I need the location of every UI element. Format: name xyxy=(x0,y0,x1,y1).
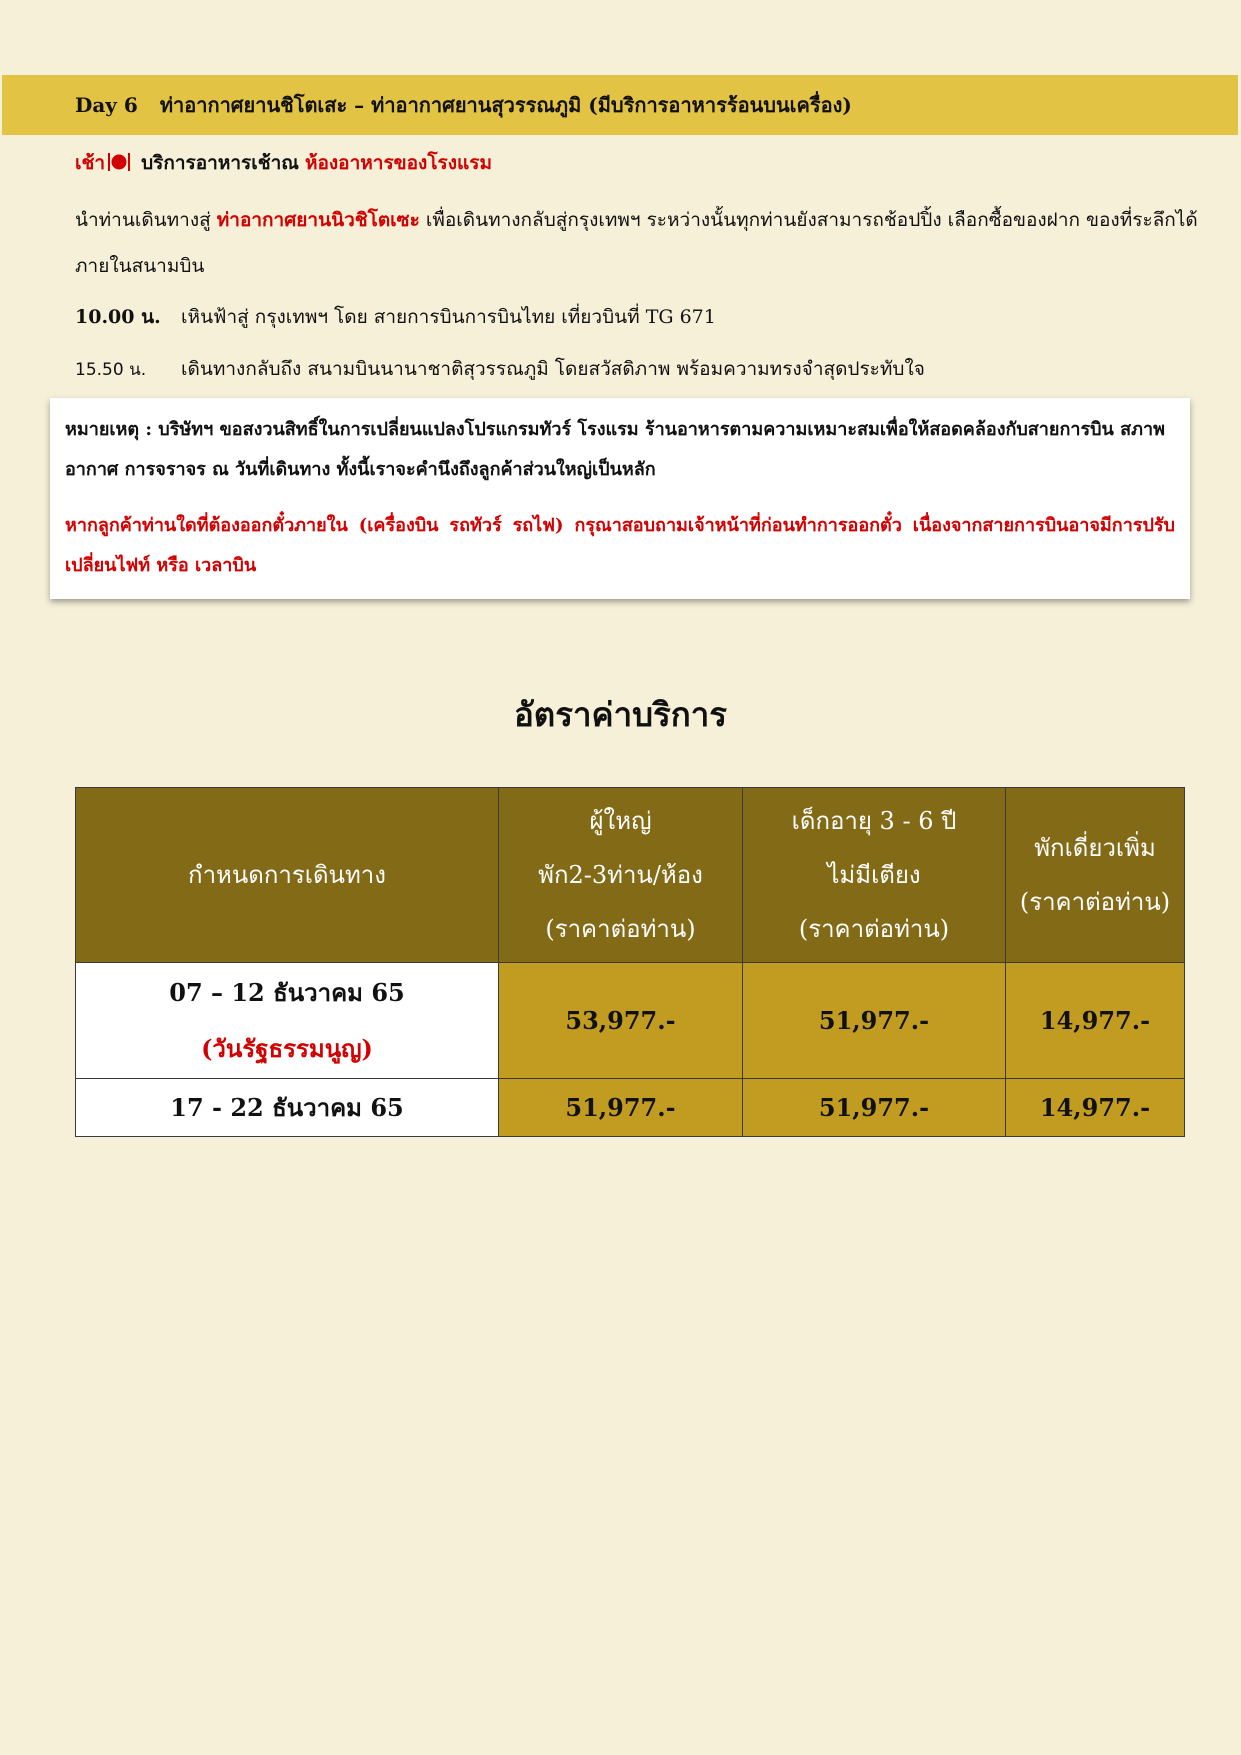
day-label: Day 6 xyxy=(75,93,138,117)
single-price-cell: 14,977.- xyxy=(1006,963,1185,1079)
intro-suffix: เพื่อเดินทางกลับสู่กรุงเทพฯ ระหว่างนั้นทุกท่านยังสามารถช้อปปิ้ง เลือกซื้อของฝาก ของที่ระลึกได้ xyxy=(425,209,1198,231)
header-child: เด็กอายุ 3 - 6 ปี ไม่มีเตียง (ราคาต่อท่าน) xyxy=(743,788,1006,963)
ticket-warning: หากลูกค้าท่านใดที่ต้องออกตั๋วภายใน (เครื่องบิน รถทัวร์ รถไฟ) กรุณาสอบถามเจ้าหน้าที่ก่อนทำการออกตั๋ว เนื่องจากสายการบินอาจมีการปรับเปลี่ยนไฟท์ หรือ เวลาบิน xyxy=(65,515,1175,576)
flight-line xyxy=(75,354,925,384)
note-box xyxy=(50,398,1190,599)
rates-title: อัตราค่าบริการ xyxy=(513,695,728,734)
flight-line xyxy=(75,302,716,332)
breakfast-line xyxy=(75,148,492,178)
child-price-cell: 51,977.- xyxy=(743,963,1006,1079)
header-single-supplement: พักเดี่ยวเพิ่ม (ราคาต่อท่าน) xyxy=(1006,788,1185,963)
intro-prefix: นำท่านเดินทางสู่ xyxy=(75,209,211,231)
table-row xyxy=(76,963,1185,1079)
travel-date-cell: 17 - 22 ธันวาคม 65 xyxy=(76,1079,499,1137)
note-line-1: หมายเหตุ : บริษัทฯ ขอสงวนสิทธิ์ในการเปลี่ยนแปลงโปรแกรมทัวร์ โรงแรม ร้านอาหารตามความเหมาะสมเพื่อให้สอดคล้องกับสายการบิน สภาพ xyxy=(65,419,1165,440)
note-line-2: อากาศ การจราจร ณ วันที่เดินทาง ทั้งนี้เราจะคำนึงถึงลูกค้าส่วนใหญ่เป็นหลัก xyxy=(65,459,656,480)
flight-text: เหินฟ้าสู่ กรุงเทพฯ โดย สายการบินการบินไทย เที่ยวบินที่ TG 671 xyxy=(181,306,716,328)
table-row xyxy=(76,1079,1185,1137)
child-price-cell: 51,977.- xyxy=(743,1079,1006,1137)
intro-line-1 xyxy=(75,205,1198,235)
flight-time: 10.00 น. xyxy=(75,306,161,328)
header-travel-dates: กำหนดการเดินทาง xyxy=(76,788,499,963)
day-route: ท่าอากาศยานชิโตเสะ – ท่าอากาศยานสุวรรณภูมิ (มีบริการอาหารร้อนบนเครื่อง) xyxy=(159,93,852,117)
single-price-cell: 14,977.- xyxy=(1006,1079,1185,1137)
flight-time: 15.50 น. xyxy=(75,360,147,380)
adult-price-cell: 53,977.- xyxy=(499,963,743,1079)
breakfast-label: เช้า xyxy=(75,152,106,174)
travel-date-cell: 07 – 12 ธันวาคม 65 (วันรัฐธรรมนูญ) xyxy=(76,963,499,1079)
airport-name: ท่าอากาศยานนิวชิโตเซะ xyxy=(216,209,420,231)
breakfast-place: ห้องอาหารของโรงแรม xyxy=(304,152,492,174)
flight-text: เดินทางกลับถึง สนามบินนานาชาติสุวรรณภูมิ โดยสวัสดิภาพ พร้อมความทรงจำสุดประทับใจ xyxy=(181,358,925,380)
meal-icon xyxy=(107,152,131,177)
breakfast-text: บริการอาหารเช้าณ xyxy=(141,152,299,174)
header-adult: ผู้ใหญ่ พัก2-3ท่าน/ห้อง (ราคาต่อท่าน) xyxy=(499,788,743,963)
table-header-row xyxy=(76,788,1185,963)
adult-price-cell: 51,977.- xyxy=(499,1079,743,1137)
day-header-bar xyxy=(2,75,1238,135)
intro-line-2: ภายในสนามบิน xyxy=(75,255,205,277)
rates-table xyxy=(75,787,1185,1137)
